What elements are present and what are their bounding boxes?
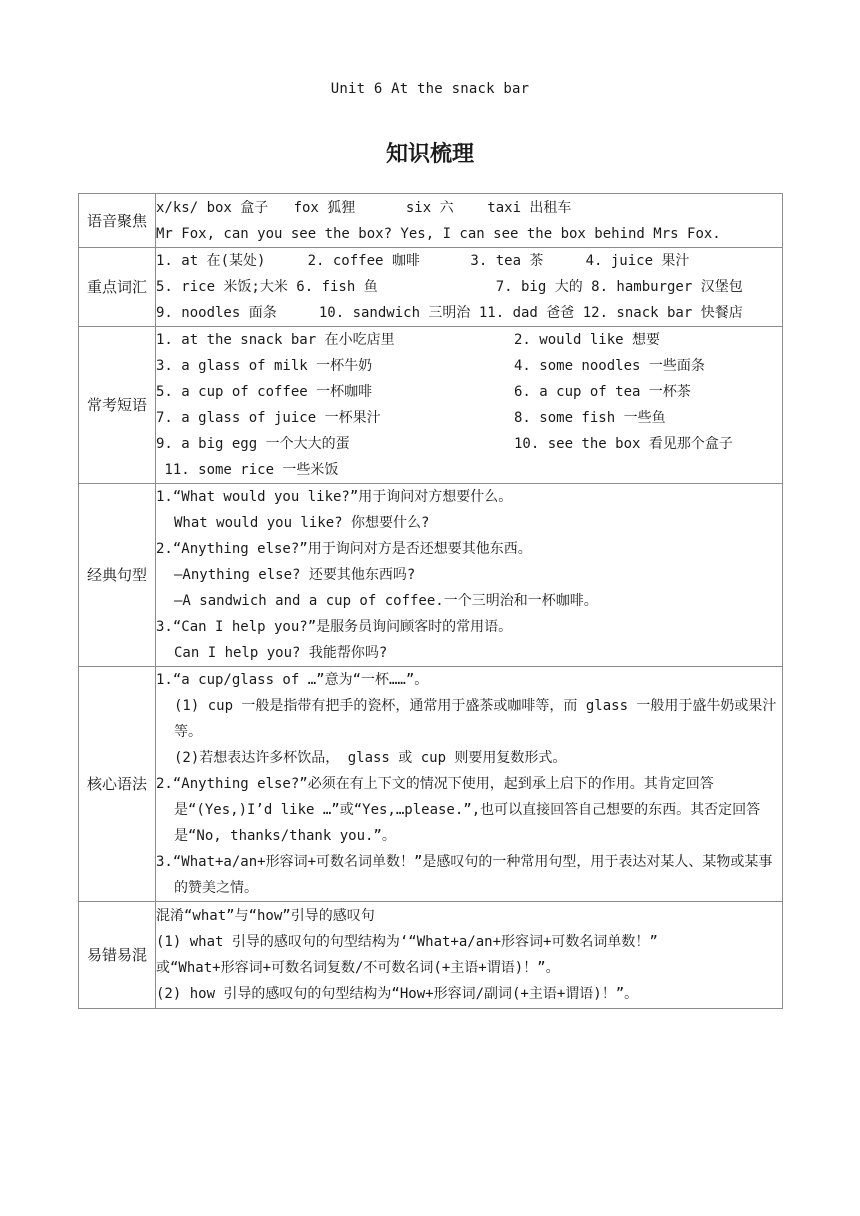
table-row-errors — [79, 902, 783, 1009]
grammar-point: 1.“a cup/glass of …”意为“一杯……”。 — [156, 672, 429, 688]
category-label: 语音聚焦 — [79, 194, 156, 248]
category-label: 常考短语 — [79, 327, 156, 484]
sentences-content — [156, 484, 783, 667]
knowledge-table — [78, 193, 783, 1009]
phrases-content — [156, 327, 783, 484]
phrase-item: 5. a cup of coffee 一杯咖啡 — [156, 384, 373, 400]
table-row-pronunciation — [79, 194, 783, 248]
error-line: (1) what 引导的感叹句的句型结构为‘“What+a/an+形容词+可数名词单数！” — [156, 934, 658, 950]
sentence-rule: 1.“What would you like?”用于询问对方想要什么。 — [156, 489, 513, 505]
unit-title: Unit 6 At the snack bar — [330, 81, 530, 97]
phrase-item: 6. a cup of tea 一杯茶 — [514, 384, 691, 400]
sentence-example: —A sandwich and a cup of coffee.一个三明治和一杯咖啡。 — [174, 593, 598, 609]
vocabulary-content — [156, 248, 783, 327]
sentence-rule: 3.“Can I help you?”是服务员询问顾客时的常用语。 — [156, 619, 513, 635]
section-title: 知识梳理 — [385, 142, 474, 167]
phrase-item: 11. some rice 一些米饭 — [156, 462, 339, 478]
pronunciation-content — [156, 194, 783, 248]
phrase-item: 7. a glass of juice 一杯果汁 — [156, 410, 381, 426]
table-row-sentences — [79, 484, 783, 667]
phrase-item: 1. at the snack bar 在小吃店里 — [156, 332, 395, 348]
phrase-item: 3. a glass of milk 一杯牛奶 — [156, 358, 373, 374]
phrase-item: 2. would like 想要 — [514, 332, 661, 348]
category-label: 重点词汇 — [79, 248, 156, 327]
grammar-detail: (1) cup 一般是指带有把手的瓷杯，通常用于盛茶或咖啡等，而 glass 一般用于盛牛奶或果汁等。 — [174, 698, 777, 740]
phrase-item: 8. some fish 一些鱼 — [514, 410, 666, 426]
vocabulary-line: 1. at 在(某处) 2. coffee 咖啡 3. tea 茶 4. juice 果汁 — [156, 253, 690, 269]
error-line: 或“What+形容词+可数名词复数/不可数名词(+主语+谓语)！”。 — [156, 960, 560, 976]
table-row-phrases — [79, 327, 783, 484]
phrase-item: 4. some noodles 一些面条 — [514, 358, 705, 374]
pronunciation-words: x/ks/ box 盒子 fox 狐狸 six 六 taxi 出租车 — [156, 199, 572, 216]
category-label: 易错易混 — [79, 902, 156, 1009]
error-line: (2) how 引导的感叹句的句型结构为“How+形容词/副词(+主语+谓语)！”。 — [156, 986, 639, 1002]
vocabulary-line: 9. noodles 面条 10. sandwich 三明治 11. dad 爸爸 12. snack bar 快餐店 — [156, 305, 743, 321]
pronunciation-sentence: Mr Fox, can you see the box? Yes, I can see the box behind Mrs Fox. — [156, 225, 721, 242]
table-row-vocabulary — [79, 248, 783, 327]
phrase-item: 9. a big egg 一个大大的蛋 — [156, 436, 350, 452]
sentence-rule: 2.“Anything else?”用于询问对方是否还想要其他东西。 — [156, 541, 532, 557]
grammar-point: 2.“Anything else?”必须在有上下文的情况下使用，起到承上启下的作用。其肯定回答是“(Yes,)I’d like …”或“Yes,…please.”,也可以直接回答自己想要的东西。其否定回答是“No, thanks/thank you.”。 — [156, 776, 761, 844]
errors-content — [156, 902, 783, 1009]
table-row-grammar — [79, 667, 783, 902]
grammar-detail: (2)若想表达许多杯饮品， glass 或 cup 则要用复数形式。 — [174, 750, 567, 766]
phrases-grid — [156, 327, 782, 457]
grammar-point: 3.“What+a/an+形容词+可数名词单数！”是感叹句的一种常用句型，用于表达对某人、某物或某事的赞美之情。 — [156, 854, 773, 896]
error-heading: 混淆“what”与“how”引导的感叹句 — [156, 908, 375, 924]
grammar-content — [156, 667, 783, 902]
category-label: 核心语法 — [79, 667, 156, 902]
phrase-item: 10. see the box 看见那个盒子 — [514, 436, 733, 452]
sentence-example: What would you like? 你想要什么? — [174, 515, 430, 531]
sentence-example: Can I help you? 我能帮你吗? — [174, 645, 388, 661]
sentence-example: —Anything else? 还要其他东西吗? — [174, 567, 416, 583]
category-label: 经典句型 — [79, 484, 156, 667]
vocabulary-line: 5. rice 米饭;大米 6. fish 鱼 7. big 大的 8. hamburger 汉堡包 — [156, 279, 743, 295]
